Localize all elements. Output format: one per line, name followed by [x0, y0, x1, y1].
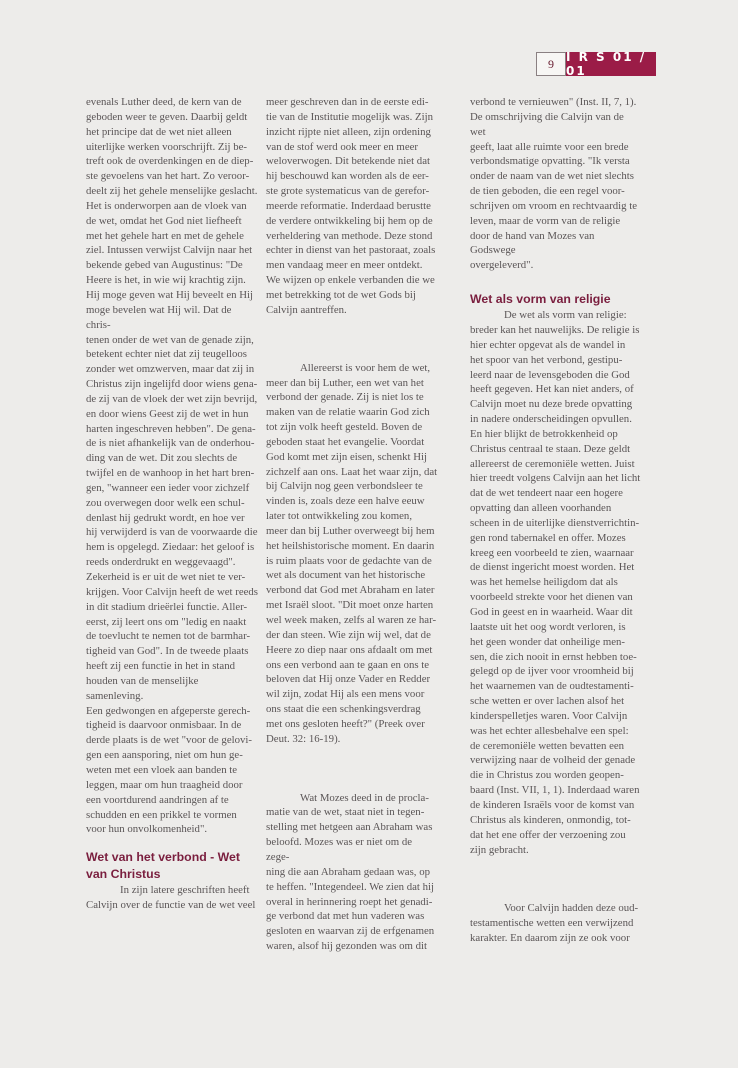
text-line: leggen, maar om hun traagheid door — [86, 778, 243, 791]
section-heading — [470, 291, 642, 308]
text-line: De wet als vorm van religie: — [504, 309, 627, 322]
text-line: matie van de wet, staat niet in tegen- — [266, 806, 425, 819]
text-line: evenals Luther deed, de kern van de — [86, 96, 242, 108]
text-line: testamentische wetten een verwijzend — [470, 917, 634, 930]
text-line: de zij van de vloek der wet zijn bevrijd, — [86, 392, 258, 405]
paragraph — [470, 901, 642, 946]
text-line: ste gevoelens van het hart. Zo veroor- — [86, 170, 250, 183]
text-line: heeft zij een functie in het in stand — [86, 660, 236, 673]
text-line: tie van de Institutie mogelijk was. Zijn — [266, 110, 434, 123]
text-line: betekent echter niet dat zij teugelloos — [86, 348, 247, 361]
paragraph-gap — [266, 747, 438, 791]
paragraph-gap — [86, 837, 258, 849]
text-line: laatste uit het oog wordt verloren, is — [470, 620, 626, 633]
text-line: hij verwijderd is van de voorwaarde die — [86, 526, 258, 539]
text-line: het principe dat de wet niet alleen — [86, 125, 232, 138]
paragraph — [266, 791, 438, 954]
text-line: Wat Mozes deed in de procla- — [300, 791, 429, 804]
text-line: met ons gesloten heeft?" (Preek over — [266, 717, 425, 730]
text-line: leerd naar de levensgeboden die God — [470, 368, 630, 381]
text-line: stelling met hetgeen aan Abraham was — [266, 821, 433, 834]
paragraph-gap — [470, 857, 642, 901]
text-line: en door wiens Geest zij de wet in hun — [86, 407, 249, 420]
text-line: meer dan bij Luther overweegt bij hem — [266, 524, 435, 537]
text-line: allereerst de ceremoniële wetten. Juist — [470, 457, 635, 470]
text-line: ste grote systematicus van de gerefor- — [266, 185, 430, 198]
text-line: dat het ene offer der verzoening zou — [470, 828, 626, 841]
text-line: vinden is, zoals deze een halve eeuw — [266, 495, 425, 508]
text-line: uiterlijke werken voorschrijft. Zij be- — [86, 140, 247, 153]
text-column-3 — [470, 95, 642, 946]
text-line: gen, "wanneer een ieder voor zichzelf — [86, 481, 250, 494]
text-line: Christus centraal te staan. Deze geldt — [470, 442, 631, 455]
text-line: overal in herinnering roept het genadi- — [266, 895, 433, 908]
text-line: zijn gebracht. — [470, 843, 529, 856]
text-line: overgeleverd". — [470, 259, 534, 272]
text-line: Christus zijn ingelijfd door wiens gena- — [86, 378, 258, 391]
text-line: karakter. En daarom zijn ze ook voor — [470, 932, 630, 945]
text-line: schrijven om vroom en rechtvaardig te — [470, 199, 637, 212]
text-line: Allereerst is voor hem de wet, — [300, 361, 431, 374]
paragraph-gap — [266, 318, 438, 361]
text-line: was het hemelse heiligdom dat als — [470, 576, 618, 589]
text-line: breder kan het nauwelijks. De religie is — [470, 323, 640, 336]
text-line: voor hun onvolkomenheid". — [86, 823, 208, 836]
text-line: hier treedt volgens Calvijn aan het licht — [470, 472, 641, 485]
text-line: ding van de wet. Dit zou slechts de — [86, 452, 238, 465]
text-line: tigheid van God". In de tweede plaats — [86, 645, 249, 658]
text-line: de is niet afhankelijk van de onderhou- — [86, 437, 255, 450]
text-line: tot zijn volk heeft gesteld. Boven de — [266, 421, 423, 434]
text-line: tigheid is daarvoor onmisbaar. In de — [86, 719, 242, 732]
text-line: wet als document van het historische — [266, 569, 426, 582]
text-line: hem is opgelegd. Ziedaar: het geloof is — [86, 541, 255, 554]
text-line: Deut. 32: 16-19). — [266, 732, 341, 745]
text-line: der dan steen. Wie zijn wij wel, dat de — [266, 628, 431, 641]
text-line: gelegd op de ijver voor vroomheid bij — [470, 665, 634, 678]
text-line: weten met een vloek aan banden te — [86, 763, 238, 776]
heading-line: van Christus — [86, 867, 161, 882]
text-line: de tien geboden, die een regel voor- — [470, 185, 625, 198]
text-line: inzicht rijpte niet alleen, zijn ordening — [266, 125, 431, 138]
text-line: reeds onderdrukt en weggevaagd". — [86, 556, 236, 569]
text-line: geboden staat het evangelie. Voordat — [266, 435, 425, 448]
text-line: moge bevelen wat Hij wil. Dat de chris- — [86, 303, 232, 331]
text-line: wel week maken, zelfs al waren ze har- — [266, 614, 437, 626]
text-line: meer dan bij Luther, een wet van het — [266, 376, 424, 389]
text-line: zonder wet omzwerven, maar dat zij in — [86, 363, 255, 376]
text-column-2 — [266, 95, 438, 954]
text-line: beloofd. Mozes was er niet om de zege- — [266, 836, 413, 863]
section-heading — [86, 849, 258, 883]
text-line: te heffen. "Integendeel. We zien dat hij — [266, 880, 435, 893]
text-line: houden van de menselijke samenleving. — [86, 674, 199, 702]
text-line: baard (Inst. VII, 1, 1). Inderdaad waren — [470, 784, 640, 797]
text-line: verbond der genade. Zij is niet los te — [266, 391, 424, 404]
text-line: bij Calvijn nog geen verbondsleer te — [266, 480, 423, 493]
text-line: met Israël sloot. "Dit moet onze harten — [266, 599, 434, 612]
paragraph — [86, 95, 258, 837]
text-line: harten ingeschreven hebben". De gena- — [86, 422, 256, 435]
text-line: geboden weer te geven. Daarbij geldt — [86, 110, 248, 123]
text-line: sen, die zich nooit in ernst hebben toe- — [470, 650, 637, 663]
text-line: heeft gegeven. Het kan niet anders, of — [470, 383, 634, 396]
text-line: tenen onder de wet van de genade zijn, — [86, 333, 254, 346]
text-line: later tot ontwikkeling zou komen, — [266, 510, 413, 523]
paragraph — [470, 95, 642, 273]
text-line: een voortdurend aandringen af te — [86, 793, 229, 806]
text-line: waren, alsof hij gezonden was om dit — [266, 940, 428, 953]
text-line: het waarnemen van de oudtestamenti- — [470, 680, 634, 693]
text-line: En hier blijkt de betrokkenheid op — [470, 427, 618, 440]
heading-line: Wet als vorm van religie — [470, 292, 611, 307]
text-line: wil zijn, zodat Hij als een mens voor — [266, 688, 425, 701]
text-line: ziel. Intussen verwijst Calvijn naar het — [86, 244, 253, 257]
text-line: Calvijn moet nu deze brede opvatting — [470, 398, 633, 411]
text-line: Calvijn aantreffen. — [266, 303, 347, 316]
text-line: kinderspelletjes waren. Voor Calvijn — [470, 709, 628, 722]
paragraph — [266, 95, 438, 318]
text-line: denlast hij gedrukt wordt, en hoe ver — [86, 511, 245, 524]
text-line: God komt met zijn eisen, schenkt Hij — [266, 450, 428, 463]
text-line: in nadere onderscheidingen opvullen. — [470, 413, 632, 426]
text-line: was het echter allesbehalve een spel: — [470, 724, 629, 737]
text-line: de dienst ingericht moest worden. Het — [470, 561, 635, 574]
text-line: geeft, laat alle ruimte voor een brede — [470, 140, 629, 153]
text-line: met het gehele hart en met de gehele — [86, 229, 244, 242]
text-line: twijfel en de wanhoop in het hart bren- — [86, 467, 255, 480]
text-line: zichzelf aan ons. Laat het waar zijn, dat — [266, 465, 438, 478]
text-line: meer geschreven dan in de eerste edi- — [266, 96, 429, 108]
text-line: Voor Calvijn hadden deze oud- — [504, 902, 639, 915]
text-line: beloven dat Hij onze Vader en Redder — [266, 673, 431, 686]
text-line: Christus als kinderen, onmondig, tot- — [470, 813, 631, 826]
text-line: ge verbond dat met hun vaderen was — [266, 910, 425, 923]
text-line: onder de naam van de wet niet slechts — [470, 170, 634, 183]
text-line: gen rond tabernakel en offer. Mozes — [470, 531, 626, 544]
text-line: dat de wet tendeert naar een hogere — [470, 487, 623, 500]
text-line: hij beschouwd kan worden als de eer- — [266, 170, 429, 183]
text-line: is ruim plaats voor de gedachte van de — [266, 554, 432, 567]
text-line: de verdere ontwikkeling bij hem op de — [266, 214, 433, 227]
text-line: Het is onderworpen aan de vloek van — [86, 199, 247, 212]
text-line: het geen wonder dat onheilige men- — [470, 635, 625, 648]
text-line: in dit stadium drieërlei functie. Aller- — [86, 600, 248, 613]
text-line: voorbeeld strekte voor het dienen van — [470, 591, 633, 604]
text-line: de toevlucht te nemen tot de barmhar- — [86, 630, 251, 643]
text-line: ons een verbond aan te gaan en ons te — [266, 658, 430, 671]
text-line: hier echter opgevat als de wandel in — [470, 338, 626, 351]
text-line: treft ook de overdenkingen en de diep- — [86, 155, 254, 168]
text-line: eerst, zij leert ons om "ledig en naakt — [86, 615, 247, 628]
text-line: gen een aansporing, niet om hun ge- — [86, 749, 243, 762]
paragraph — [86, 883, 258, 913]
text-line: kreeg een voorbeeld te zien, waarnaar — [470, 546, 634, 559]
text-line: verbond te vernieuwen" (Inst. II, 7, 1). — [470, 96, 637, 108]
text-line: bekende gebed van Augustinus: "De — [86, 259, 243, 272]
text-line: ning die aan Abraham gedaan was, op — [266, 865, 430, 878]
paragraph — [266, 361, 438, 747]
text-column-1 — [86, 95, 258, 913]
text-line: verwijzing naar de volheid der genade — [470, 754, 636, 767]
text-line: derde plaats is de wet "voor de gelovi- — [86, 734, 253, 747]
text-line: ons staat die een schenkingsverdrag — [266, 703, 421, 716]
text-line: echter in dienst van het pastoraat, zoals — [266, 244, 436, 257]
text-line: Heere is het, in wie wij krachtig zijn. — [86, 274, 246, 287]
paragraph-gap — [470, 273, 642, 291]
text-line: de wet, omdat het God niet liefheeft — [86, 214, 242, 227]
text-line: Een gedwongen en afgeperste gerech- — [86, 704, 251, 717]
text-line: In zijn latere geschriften heeft — [120, 884, 250, 897]
text-line: verheldering van methode. Deze stond — [266, 229, 433, 242]
text-line: door de hand van Mozes van Godswege — [470, 229, 595, 257]
paragraph — [470, 308, 642, 857]
text-line: sche wetten er over lachen alsof het — [470, 695, 625, 708]
text-line: Zekerheid is er uit de wet niet te ver- — [86, 571, 246, 583]
text-line: schudden en een prikkel te vormen — [86, 808, 237, 821]
text-line: zou overwegen door welk een schul- — [86, 496, 245, 509]
page-header — [536, 52, 656, 76]
text-line: Heere zo diep naar ons afdaalt om met — [266, 643, 433, 656]
text-line: krijgen. Voor Calvijn heeft de wet reeds — [86, 585, 258, 598]
text-line: God in geest en in waarheid. Waar dit — [470, 606, 633, 618]
text-line: men vandaag meer en meer ontdekt. — [266, 259, 423, 272]
text-line: van de stof werd ook meer en meer — [266, 140, 418, 153]
text-line: het heilshistorische moment. En daarin — [266, 539, 435, 552]
text-line: meerde reformatie. Inderdaad berustte — [266, 199, 431, 212]
text-line: de ceremoniële wetten bevatten een — [470, 739, 625, 752]
text-line: maken van de relatie waarin God zich — [266, 406, 430, 419]
publication-label: I R S 01 / 01 — [566, 52, 656, 76]
text-line: het spoor van het verbond, gestipu- — [470, 353, 623, 366]
text-line: de kinderen Israëls voor de komst van — [470, 798, 635, 811]
text-line: weloverwogen. Dit betekende niet dat — [266, 155, 430, 168]
text-line: leven, maar de vorm van de religie — [470, 214, 621, 227]
text-line: De omschrijving die Calvijn van de wet — [470, 110, 624, 138]
text-line: deelt zij het gehele menselijke geslacht. — [86, 185, 258, 198]
text-line: Hij moge geven wat Hij beveelt en Hij — [86, 288, 254, 301]
text-line: gesloten en waarvan zij de erfgenamen — [266, 925, 435, 938]
heading-line: Wet van het verbond - Wet — [86, 850, 240, 865]
text-line: die in Christus zou worden geopen- — [470, 769, 624, 782]
text-line: We wijzen op enkele verbanden die we — [266, 274, 435, 287]
text-line: scheen in de uiterlijke dienstverrichtin- — [470, 516, 640, 529]
page-number: 9 — [536, 52, 566, 76]
text-line: met betrekking tot de wet Gods bij — [266, 288, 416, 301]
text-line: opvatting dan alleen voorhanden — [470, 502, 612, 515]
text-line: verbondsmatige opvatting. "Ik versta — [470, 155, 630, 168]
text-line: verbond dat God met Abraham en later — [266, 584, 435, 597]
text-line: Calvijn over de functie van de wet veel — [86, 899, 256, 912]
